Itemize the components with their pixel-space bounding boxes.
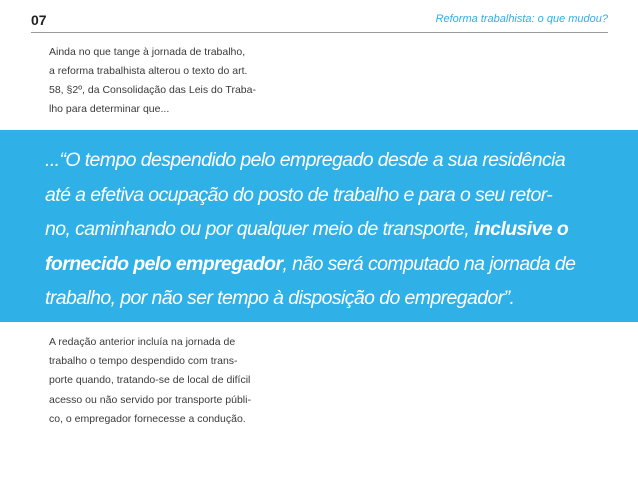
header-title: Reforma trabalhista: o que mudou? [435, 13, 608, 25]
page-header [31, 10, 608, 32]
intro-paragraph [49, 43, 269, 119]
explanation-line: A redação anterior incluía na jornada de [49, 336, 236, 348]
explanation-line: co, o empregador fornecesse a condução. [49, 412, 246, 425]
header-divider [31, 32, 608, 33]
explanation-line: trabalho o tempo despendido com trans- [49, 355, 238, 368]
quote-text-segment: no, caminhando ou por qualquer meio de transporte, [45, 218, 475, 240]
quote-text-segment: , não será computado na jornada de [282, 252, 576, 275]
explanation-paragraph [49, 333, 279, 429]
page-number: 07 [31, 12, 47, 28]
quote-line [45, 247, 615, 282]
intro-line: Ainda no que tange à jornada de trabalho, [49, 46, 246, 58]
quote-emphasis: inclusive o [474, 218, 569, 240]
quote-line: ...“O tempo despendido pelo empregado desde a sua residência [45, 149, 566, 171]
explanation-line: porte quando, tratando-se de local de difícil [49, 374, 251, 387]
intro-line: lho para determinar que... [49, 103, 170, 115]
law-quote [45, 143, 615, 316]
quote-line [45, 212, 615, 247]
quote-line: trabalho, por não ser tempo à disposição do empregador”. [45, 287, 515, 309]
quote-emphasis: fornecido pelo empregador [45, 252, 283, 275]
quote-line: até a efetiva ocupação do posto de trabalho e para o seu retor- [45, 183, 553, 206]
intro-line: 58, §2º, da Consolidação das Leis do Traba- [49, 84, 256, 96]
explanation-line: acesso ou não servido por transporte públi- [49, 393, 251, 406]
intro-line: a reforma trabalhista alterou o texto do art. [49, 65, 248, 77]
